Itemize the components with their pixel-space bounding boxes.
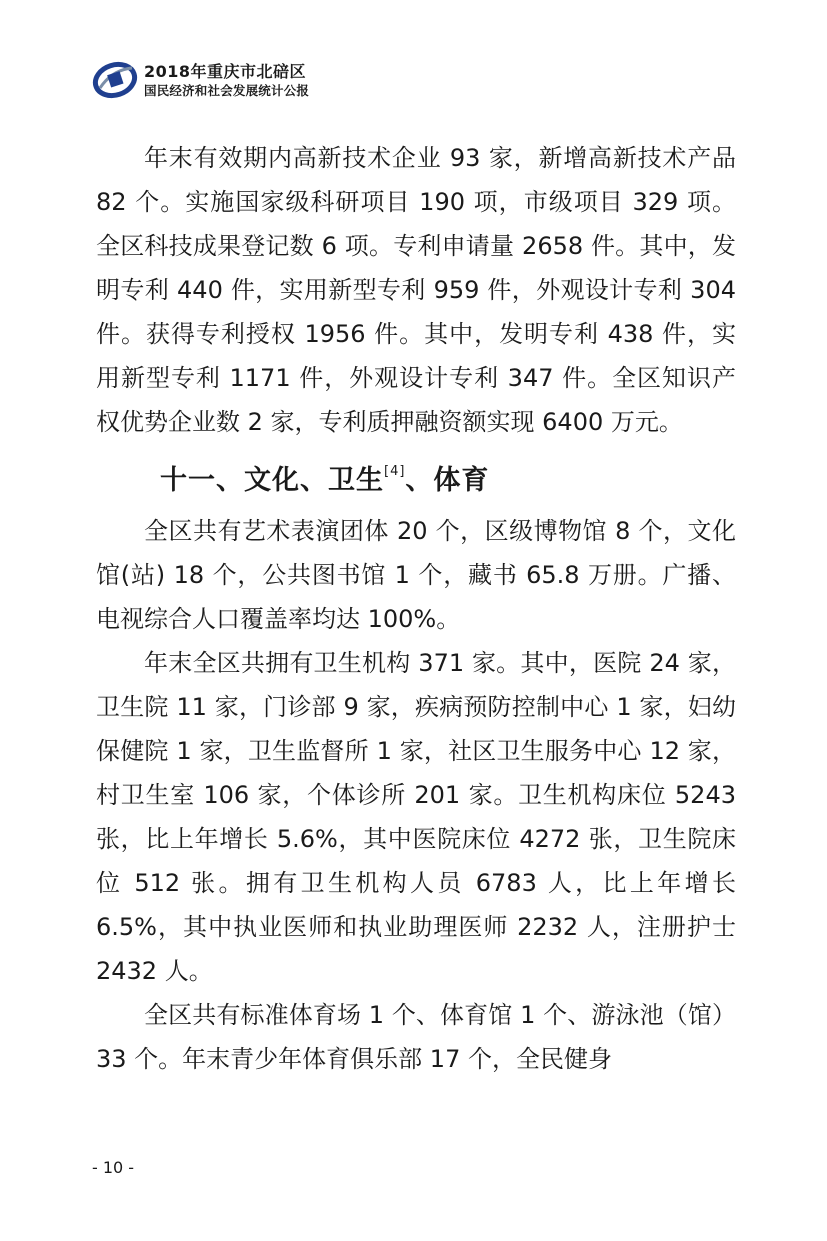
paragraph-culture: 全区共有艺术表演团体 20 个，区级博物馆 8 个，文化馆(站) 18 个，公共图书馆 1 个，藏书 65.8 万册。广播、电视综合人口覆盖率均达 100%。 bbox=[96, 517, 736, 633]
page-number: - 10 - bbox=[92, 1158, 135, 1177]
section-title-part1: 十一、文化、卫生 bbox=[160, 465, 384, 496]
page-body bbox=[96, 136, 736, 1081]
section-title-part2: 、体育 bbox=[405, 465, 490, 496]
statistics-bureau-logo-icon bbox=[92, 58, 138, 100]
footnote-marker: [4] bbox=[384, 464, 406, 479]
report-subtitle: 国民经济和社会发展统计公报 bbox=[144, 83, 310, 98]
paragraph-sports: 全区共有标准体育场 1 个、体育馆 1 个、游泳池（馆）33 个。年末青少年体育俱乐部 17 个，全民健身 bbox=[96, 1001, 736, 1073]
paragraph-health: 年末全区共拥有卫生机构 371 家。其中，医院 24 家，卫生院 11 家，门诊部 9 家，疾病预防控制中心 1 家，妇幼保健院 1 家，卫生监督所 1 家，社区卫生服务中心 12 家，村卫生室 106 家，个体诊所 201 家。卫生机构床位 5243 张，比上年增长 5.6%，其中医院床位 4272 张，卫生院床位 512 张。拥有卫生机构人员 6783 人，比上年增长 6.5%，其中执业医师和执业助理医师 2232 人，注册护士 2432 人。 bbox=[96, 649, 736, 985]
report-title: 2018年重庆市北碚区 bbox=[144, 62, 307, 81]
paragraph-tech-patents: 年末有效期内高新技术企业 93 家，新增高新技术产品 82 个。实施国家级科研项目 190 项，市级项目 329 项。全区科技成果登记数 6 项。专利申请量 2658 件。其中，发明专利 440 件，实用新型专利 959 件，外观设计专利 304 件。获得专利授权 1956 件。其中，发明专利 438 件，实用新型专利 1171 件，外观设计专利 347 件。全区知识产权优势企业数 2 家，专利质押融资额实现 6400 万元。 bbox=[96, 144, 736, 436]
section-heading bbox=[96, 448, 736, 505]
report-header bbox=[92, 56, 422, 106]
